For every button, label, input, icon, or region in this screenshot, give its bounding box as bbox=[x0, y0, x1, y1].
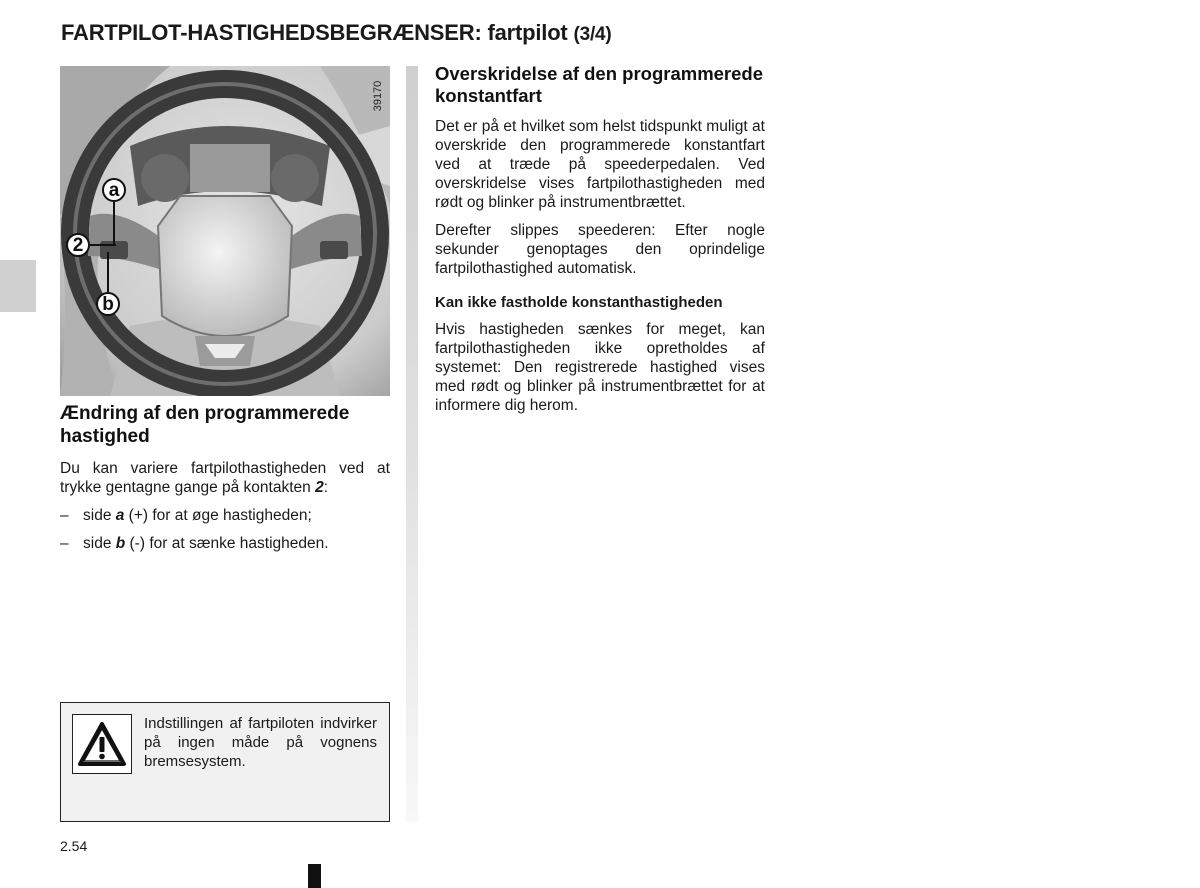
paragraph: Derefter slippes speederen: Efter nogle sekunder genoptages den oprindelige fartpilothastighed automatisk. bbox=[435, 222, 765, 277]
right-column bbox=[435, 63, 765, 424]
print-marker bbox=[308, 864, 321, 888]
figure-number: 39170 bbox=[372, 80, 384, 112]
warning-triangle-icon bbox=[72, 714, 132, 774]
intro-paragraph: Du kan variere fartpilothastigheden ved at trykke gentagne gange på kontakten 2: bbox=[60, 460, 390, 496]
paragraph: Det er på et hvilket som helst tidspunkt muligt at overskride den programmerede konstantfart ved at træde på speederpedalen. Ved overskridelse vises fartpilothastigheden med rødt og blinker på instrumentbrættet. bbox=[435, 118, 765, 211]
callout-2: 2 bbox=[66, 233, 90, 257]
callout-b: b bbox=[96, 292, 120, 316]
list-item: – side a (+) for at øge hastigheden; bbox=[60, 507, 312, 524]
steering-wheel-drawing bbox=[60, 66, 390, 396]
page-title-part: (3/4) bbox=[573, 24, 612, 45]
section-heading-change-speed: Ændring af den programmerede hastighed bbox=[60, 403, 350, 447]
section-heading-overriding-speed: Overskridelse af den programmerede konstantfart bbox=[435, 63, 764, 106]
paragraph: Hvis hastigheden sænkes for meget, kan fartpilothastigheden ikke opretholdes af systemet: Den registrerede hastighed vises med rødt og blinker på instrumentbrættet for at informere dig herom. bbox=[435, 321, 765, 414]
warning-box bbox=[60, 702, 390, 822]
subheading-cannot-maintain-speed: Kan ikke fastholde konstanthastigheden bbox=[435, 294, 723, 311]
left-column bbox=[60, 402, 390, 553]
warning-text: Indstillingen af fartpiloten indvirker på ingen måde på vognens bremsesystem. bbox=[144, 715, 377, 770]
chapter-tab-marker bbox=[0, 260, 36, 312]
column-divider bbox=[406, 66, 418, 822]
page-number: 2.54 bbox=[60, 838, 88, 854]
page-title bbox=[61, 20, 612, 46]
list-item: – side b (-) for at sænke hastigheden. bbox=[60, 535, 329, 552]
page-title-main: FARTPILOT-HASTIGHEDSBEGRÆNSER: fartpilot bbox=[61, 20, 568, 45]
callout-a: a bbox=[102, 178, 126, 202]
steering-wheel-illustration bbox=[60, 66, 390, 396]
